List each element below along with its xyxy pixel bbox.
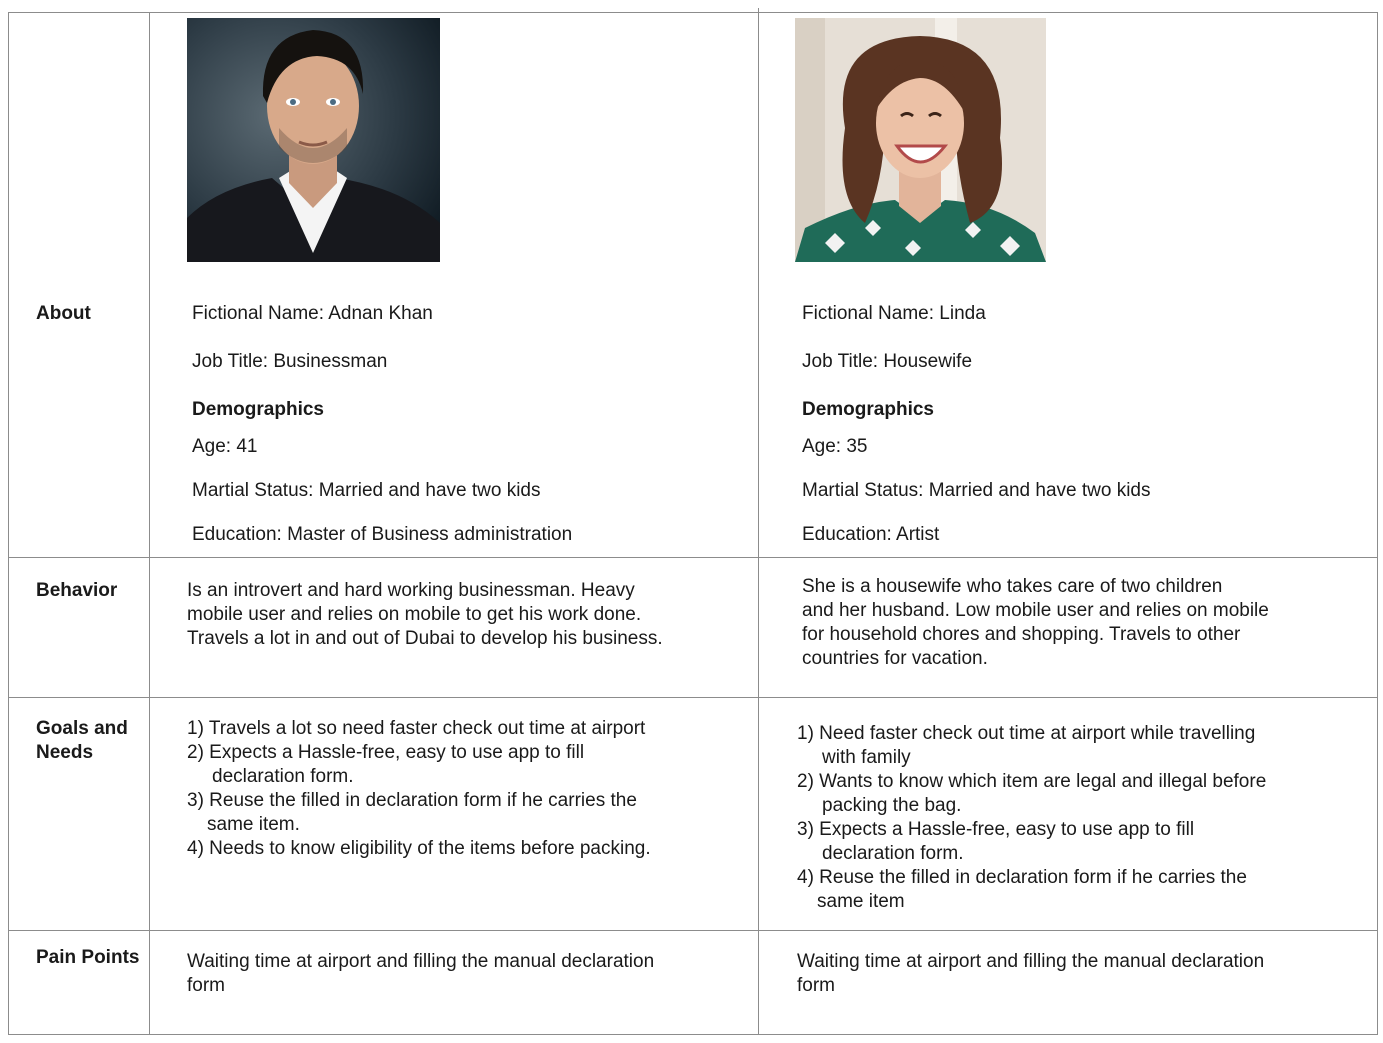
goals-list [187,717,651,861]
row-divider [8,697,1378,698]
row-label-goals-line: Goals and [36,718,128,739]
job-title: Job Title: Housewife [802,351,973,372]
row-label-goals-line: Needs [36,742,94,763]
row-label-pain-points: Pain Points [36,947,140,968]
pain-line: Waiting time at airport and filling the manual declaration [797,951,1265,972]
goal-item-continuation: same item. [207,814,300,835]
marital-status: Martial Status: Married and have two kids [192,480,541,501]
man-portrait-icon [187,18,440,262]
goal-item-continuation: same item [817,891,905,912]
behavior-line: Is an introvert and hard working businessman. Heavy [187,580,635,601]
marital-status: Martial Status: Married and have two kids [802,480,1151,501]
row-label-goals [36,717,128,765]
behavior-line: and her husband. Low mobile user and relies on mobile [802,600,1269,621]
goal-item: 2) Expects a Hassle-free, easy to use app to fill [187,742,585,763]
goal-item-continuation: with family [822,747,911,768]
demographics-heading: Demographics [802,399,934,420]
row-divider [8,930,1378,931]
row-label-about: About [36,303,91,324]
column-divider [149,12,150,1035]
pain-line: Waiting time at airport and filling the manual declaration [187,951,655,972]
education: Education: Master of Business administration [192,524,573,545]
behavior-text [802,575,1269,671]
behavior-line: She is a housewife who takes care of two children [802,576,1223,597]
goal-item-continuation: declaration form. [822,843,964,864]
demographics-heading: Demographics [192,399,324,420]
goal-item: 1) Travels a lot so need faster check out time at airport [187,718,646,739]
table-border-right [1377,12,1378,1035]
fictional-name [192,302,433,326]
behavior-line: Travels a lot in and out of Dubai to develop his business. [187,628,663,649]
age: Age: 41 [192,436,258,457]
fictional-name-value: Linda [939,303,986,324]
behavior-line: for household chores and shopping. Travels to other [802,624,1241,645]
age: Age: 35 [802,436,868,457]
pain-line: form [187,975,225,996]
goal-item-continuation: declaration form. [212,766,354,787]
behavior-line: mobile user and relies on mobile to get his work done. [187,604,642,625]
goals-list [797,722,1266,914]
table-border-bottom [8,1034,1378,1035]
goal-item: 3) Reuse the filled in declaration form if he carries the [187,790,637,811]
education: Education: Artist [802,524,940,545]
pain-points-text [797,950,1264,998]
man-portrait-photo [187,18,440,262]
fictional-name-label: Fictional Name: [192,303,329,324]
fictional-name [802,302,986,326]
goal-item: 2) Wants to know which item are legal and illegal before [797,771,1267,792]
behavior-text [187,579,663,651]
woman-portrait-photo [795,18,1046,262]
pain-line: form [797,975,835,996]
table-border-left [8,12,9,1035]
row-divider [8,557,1378,558]
column-divider [758,8,759,1035]
table-border-top [8,12,1378,13]
woman-portrait-icon [795,18,1046,262]
row-label-behavior: Behavior [36,580,118,601]
behavior-line: countries for vacation. [802,648,988,669]
goal-item: 4) Needs to know eligibility of the items before packing. [187,838,651,859]
pain-points-text [187,950,654,998]
goal-item: 3) Expects a Hassle-free, easy to use app to fill [797,819,1195,840]
job-title: Job Title: Businessman [192,351,388,372]
goal-item: 1) Need faster check out time at airport while travelling [797,723,1256,744]
fictional-name-value: Adnan Khan [328,303,433,324]
fictional-name-label: Fictional Name: [802,303,940,324]
goal-item-continuation: packing the bag. [822,795,962,816]
goal-item: 4) Reuse the filled in declaration form if he carries the [797,867,1247,888]
